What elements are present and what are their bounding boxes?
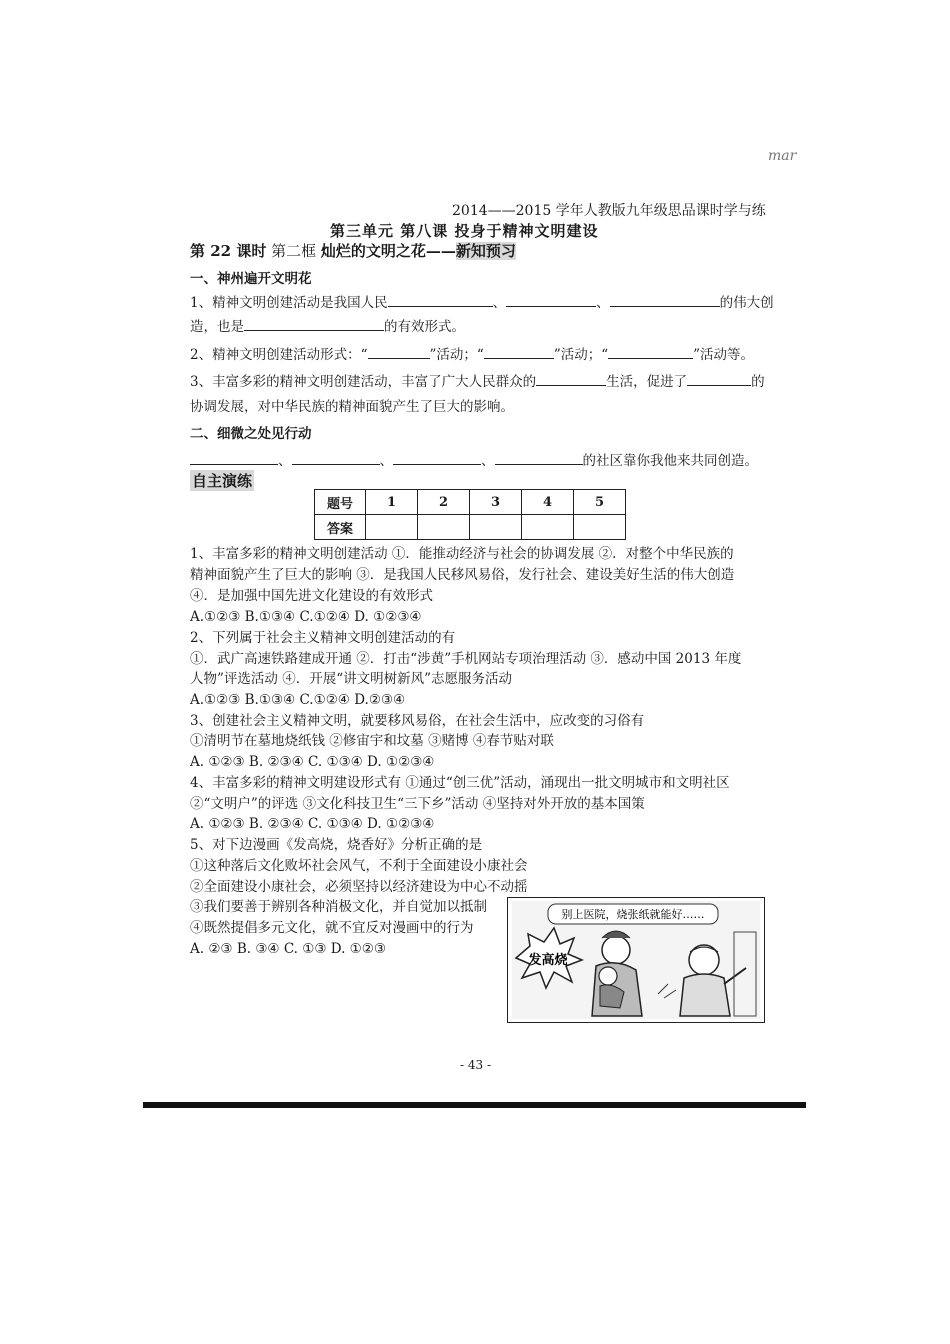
question-line: 人物”评选活动 ④．开展“讲文明树新风”志愿服务活动 xyxy=(190,671,512,687)
blank[interactable] xyxy=(190,452,278,465)
question-line: A.①②③ B.①③④ C.①②④ D. ①②③④ xyxy=(190,609,422,625)
table-cell: 题号 xyxy=(315,490,366,515)
speech-bubble-text: 别上医院，烧张纸就能好…… xyxy=(561,908,705,921)
answer-cell[interactable] xyxy=(574,515,626,540)
question-line: 3、创建社会主义精神文明，就要移风易俗，在社会生活中，应改变的习俗有 xyxy=(190,713,645,729)
blank[interactable] xyxy=(484,346,554,359)
table-row xyxy=(315,515,626,540)
bottom-rule xyxy=(143,1102,806,1108)
table-row xyxy=(315,490,626,515)
table-cell: 2 xyxy=(418,490,470,515)
table-cell: 4 xyxy=(522,490,574,515)
question-line: 1、丰富多彩的精神文明创建活动 ①．能推动经济与社会的协调发展 ②．对整个中华民族的 xyxy=(190,546,734,562)
blank[interactable] xyxy=(506,294,596,307)
fill-question-3 xyxy=(190,373,765,391)
question-line: 5、对下边漫画《发高烧，烧香好》分析正确的是 xyxy=(190,837,483,853)
question-line: ②全面建设小康社会，必须坚持以经济建设为中心不动摇 xyxy=(190,879,528,895)
lesson-period: 第 22 课时 xyxy=(190,242,267,260)
separator: 、 xyxy=(481,453,495,469)
lesson-title xyxy=(190,240,516,261)
blank[interactable] xyxy=(608,346,693,359)
fill-question-1-cont xyxy=(190,318,465,336)
lesson-frame: 第二框 xyxy=(271,242,317,260)
blank[interactable] xyxy=(536,373,606,386)
q2-text-a: 2、精神文明创建活动形式：“ xyxy=(190,347,368,363)
answer-cell[interactable] xyxy=(418,515,470,540)
question-line: ①清明节在墓地烧纸钱 ②修宙宇和坟墓 ③赌博 ④春节贴对联 xyxy=(190,733,554,749)
question-line: A.①②③ B.①③④ C.①②④ D.②③④ xyxy=(190,692,406,708)
q2-text-c: ”活动；“ xyxy=(553,347,609,363)
question-line: ②“文明户”的评选 ③文化科技卫生“三下乡”活动 ④坚持对外开放的基本国策 xyxy=(190,796,645,812)
question-line: A. ①②③ B. ②③④ C. ①③④ D. ①②③④ xyxy=(190,816,435,832)
answer-cell[interactable] xyxy=(470,515,522,540)
lesson-name: 灿烂的文明之花—— xyxy=(320,242,456,260)
community-fill-line xyxy=(190,452,758,470)
answer-cell[interactable] xyxy=(366,515,418,540)
fill-question-1 xyxy=(190,294,774,312)
blank[interactable] xyxy=(393,452,481,465)
q1-text-d: 的有效形式。 xyxy=(384,319,465,335)
section2-heading: 二、细微之处见行动 xyxy=(190,426,312,442)
answer-cell[interactable] xyxy=(522,515,574,540)
corner-mark: mar xyxy=(768,148,797,164)
section1-heading: 一、神州遍开文明花 xyxy=(190,271,312,287)
table-cell: 答案 xyxy=(315,515,366,540)
series-title: 2014——2015 学年人教版九年级思品课时学与练 xyxy=(452,203,766,219)
cartoon-illustration xyxy=(507,897,765,1023)
fill-question-3-cont: 协调发展，对中华民族的精神面貌产生了巨大的影响。 xyxy=(190,399,514,415)
question-line: 2、下列属于社会主义精神文明创建活动的有 xyxy=(190,630,456,646)
q3-text-b: 生活，促进了 xyxy=(606,374,688,390)
blank[interactable] xyxy=(388,294,493,307)
q1-text-c: 造，也是 xyxy=(190,319,244,335)
separator: 、 xyxy=(596,295,610,311)
answer-table xyxy=(314,489,626,540)
question-line: ④既然提倡多元文化，就不宜反对漫画中的行为 xyxy=(190,920,474,936)
question-line: ①这种落后文化败坏社会风气，不利于全面建设小康社会 xyxy=(190,858,528,874)
cartoon-drawing xyxy=(508,898,764,1022)
blank[interactable] xyxy=(244,318,384,331)
fill-question-2 xyxy=(190,346,754,364)
separator: 、 xyxy=(379,453,393,469)
q2-text-b: ”活动；“ xyxy=(429,347,484,363)
question-line: 精神面貌产生了巨大的影响 ③．是我国人民移风易俗，发行社会、建设美好生活的伟大创造 xyxy=(190,567,735,583)
question-line: ③我们要善于辨别各种消极文化，并自觉加以抵制 xyxy=(190,899,487,915)
blank[interactable] xyxy=(687,373,751,386)
question-line: ④．是加强中国先进文化建设的有效形式 xyxy=(190,588,433,604)
unit-title: 第三单元 第八课 投身于精神文明建设 xyxy=(330,222,599,240)
question-line: ①．武广高速铁路建成开通 ②．打击“涉黄”手机网站专项治理活动 ③．感动中国 2013 年度 xyxy=(190,651,742,667)
question-line: A. ①②③ B. ②③④ C. ①③④ D. ①②③④ xyxy=(190,754,435,770)
self-practice-heading: 自主演练 xyxy=(192,472,253,490)
separator: 、 xyxy=(492,295,507,311)
blank[interactable] xyxy=(368,346,430,359)
table-cell: 1 xyxy=(366,490,418,515)
page-number: - 43 - xyxy=(460,1058,492,1072)
q1-text-a: 1、精神文明创建活动是我国人民 xyxy=(190,295,388,311)
table-cell: 3 xyxy=(470,490,522,515)
question-line: 4、丰富多彩的精神文明建设形式有 ①通过“创三优”活动，涌现出一批文明城市和文明社区 xyxy=(190,775,730,791)
burst-text: 发高烧 xyxy=(528,953,568,968)
q1-text-b: 的伟大创 xyxy=(719,295,774,311)
blank[interactable] xyxy=(495,452,583,465)
blank[interactable] xyxy=(292,452,380,465)
q3-text-c: 的 xyxy=(751,374,765,390)
q3-text-a: 3、丰富多彩的精神文明创建活动，丰富了广大人民群众的 xyxy=(190,374,537,390)
blank[interactable] xyxy=(610,294,720,307)
lesson-tag: 新知预习 xyxy=(455,242,516,260)
question-line: A. ②③ B. ③④ C. ①③ D. ①②③ xyxy=(190,941,386,957)
table-cell: 5 xyxy=(574,490,626,515)
q2-text-d: ”活动等。 xyxy=(693,347,755,363)
separator: 、 xyxy=(278,453,292,469)
community-text: 的社区靠你我他来共同创造。 xyxy=(582,453,758,469)
